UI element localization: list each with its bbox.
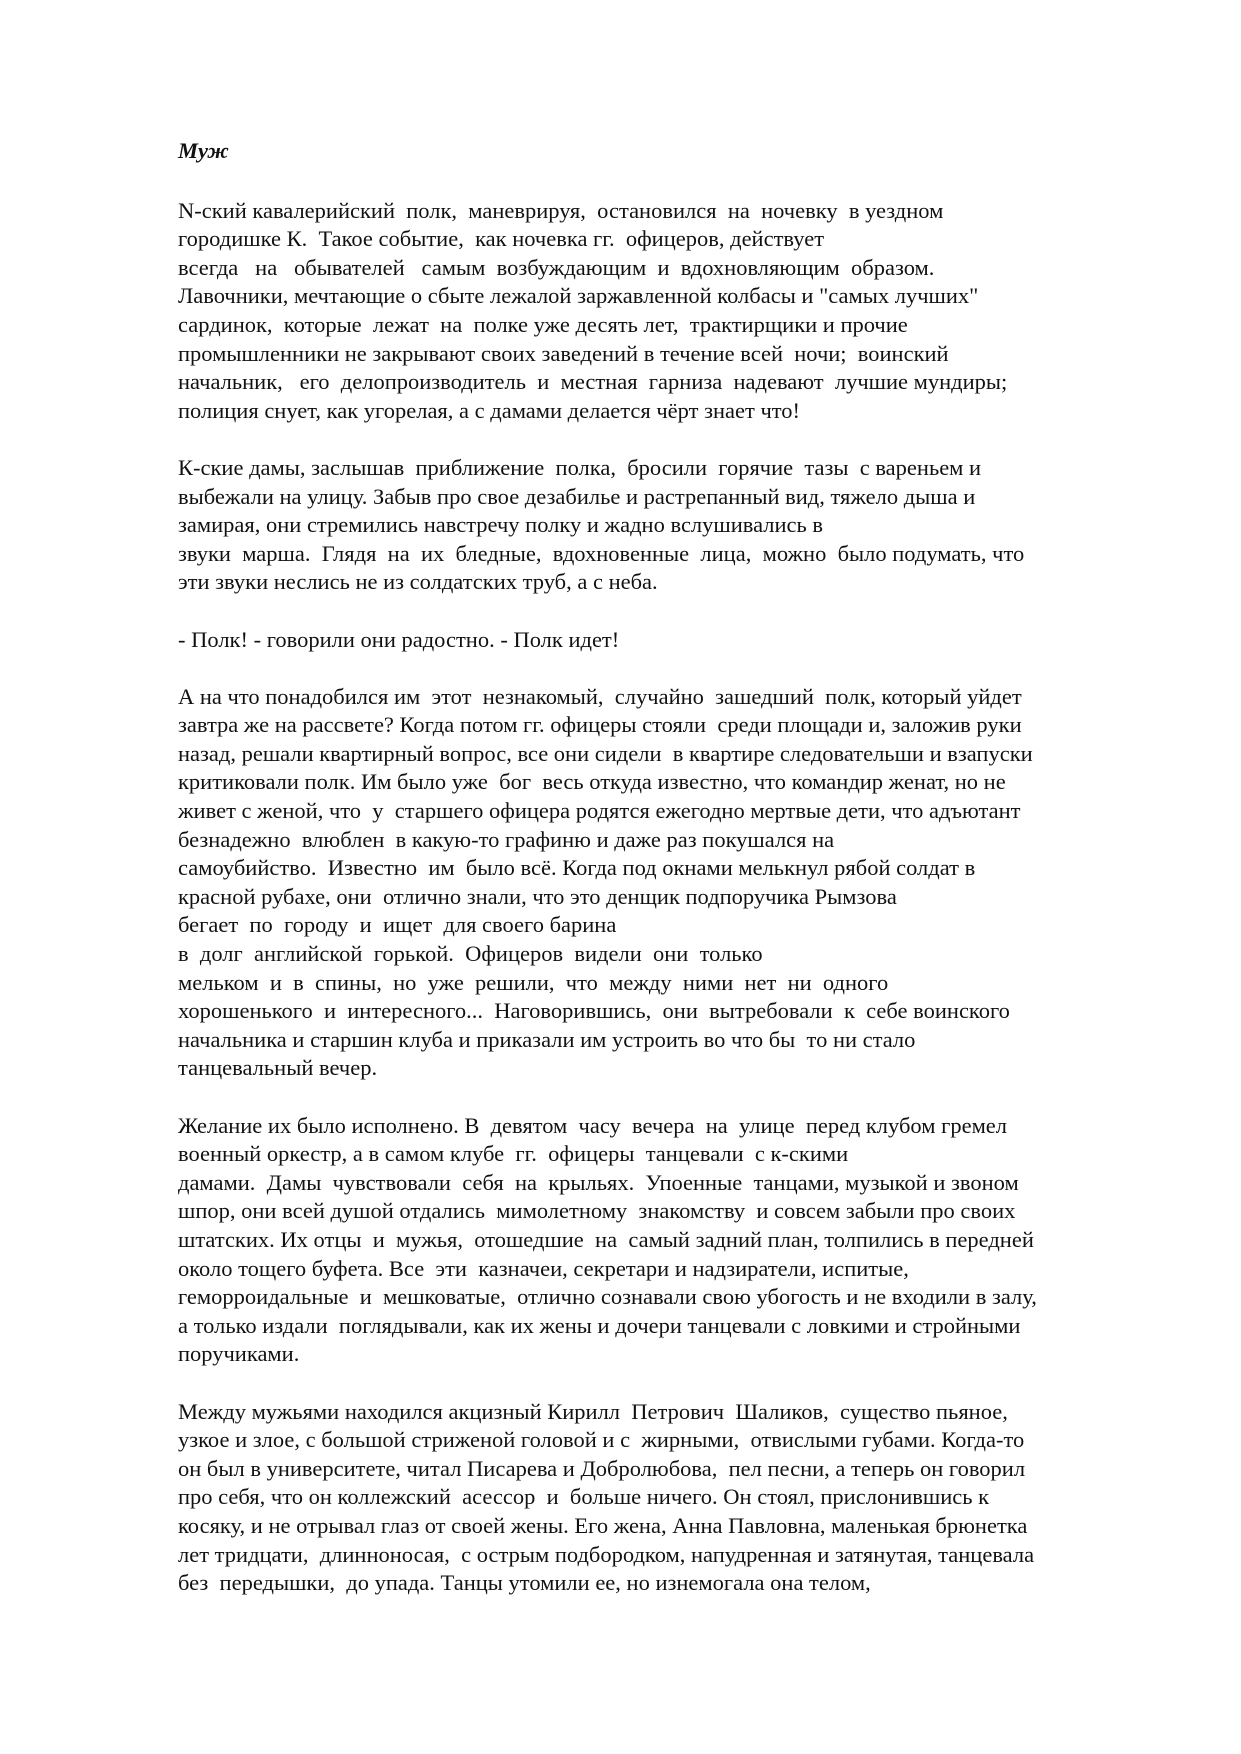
text-line: узкое и злое, с большой стриженой головой и с жирными, отвислыми губами. Когда-то [178, 1427, 1025, 1453]
text-line: мельком и в спины, но уже решили, что между ними нет ни одного [178, 969, 889, 995]
paragraph [178, 1112, 1163, 1369]
text-line: лет тридцати, длинноносая, с острым подбородком, напудренная и затянутая, танцевала [178, 1541, 1035, 1567]
text-line: геморроидальные и мешковатые, отлично сознавали свою убогость и не входили в залу, [178, 1284, 1037, 1310]
text-line: начальника и старшин клуба и приказали им устроить во что бы то ни стало [178, 1026, 916, 1052]
text-line: сардинок, которые лежат на полке уже десять лет, трактирщики и прочие [178, 311, 908, 337]
text-line: а только издали поглядывали, как их жены и дочери танцевали с ловкими и стройными [178, 1312, 1021, 1338]
text-line: К-ские дамы, заслышав приближение полка, бросили горячие тазы с вареньем и [178, 454, 982, 480]
text-line: А на что понадобился им этот незнакомый, случайно зашедший полк, который уйдет [178, 683, 1022, 709]
text-line: самоубийство. Известно им было всё. Когда под окнами мелькнул рябой солдат в [178, 855, 976, 881]
document-title: Муж [178, 138, 229, 163]
text-line: замирая, они стремились навстречу полку и жадно вслушивались в [178, 512, 824, 538]
text-line: Желание их было исполнено. В девятом часу вечера на улице перед клубом гремел [178, 1112, 1008, 1138]
text-line: Лавочники, мечтающие о сбыте лежалой заржавленной колбасы и "самых лучших" [178, 283, 979, 309]
text-line: дамами. Дамы чувствовали себя на крыльях. Упоенные танцами, музыкой и звоном [178, 1169, 1019, 1195]
text-line: назад, решали квартирный вопрос, все они сидели в квартире следовательши и взапуски [178, 740, 1033, 766]
paragraph [178, 1398, 1163, 1598]
text-line: безнадежно влюблен в какую-то графиню и даже раз покушался на [178, 826, 835, 852]
text-line: бегает по городу и ищет для своего барина [178, 912, 617, 938]
text-line: - Полк! - говорили они радостно. - Полк идет! [178, 626, 620, 652]
document-body [178, 137, 1163, 1626]
text-line: красной рубахе, они отлично знали, что это денщик подпоручика Рымзова [178, 883, 897, 909]
text-line: звуки марша. Глядя на их бледные, вдохновенные лица, можно было подумать, что [178, 540, 1025, 566]
text-line: в долг английской горькой. Офицеров видели они только [178, 941, 763, 967]
text-line: без передышки, до упада. Танцы утомили ее, но изнемогала она телом, [178, 1570, 871, 1596]
text-line: начальник, его делопроизводитель и местная гарниза надевают лучшие мундиры; [178, 369, 1008, 395]
text-line: городишке К. Такое событие, как ночевка гг. офицеров, действует [178, 226, 825, 252]
text-line: всегда на обывателей самым возбуждающим и вдохновляющим образом. [178, 254, 935, 280]
paragraph [178, 454, 1163, 597]
text-line: живет с женой, что у старшего офицера родятся ежегодно мертвые дети, что адъютант [178, 798, 1021, 824]
text-line: Между мужьями находился акцизный Кирилл Петрович Шаликов, существо пьяное, [178, 1398, 1008, 1424]
text-line: шпор, они всей душой отдались мимолетному знакомству и совсем забыли про своих [178, 1198, 1016, 1224]
text-line: он был в университете, читал Писарева и Добролюбова, пел песни, а теперь он говорил [178, 1455, 1026, 1481]
text-line: военный оркестр, а в самом клубе гг. офицеры танцевали с к-скими [178, 1141, 849, 1167]
text-line: про себя, что он коллежский асессор и больше ничего. Он стоял, прислонившись к [178, 1484, 990, 1510]
text-line: хорошенького и интересного... Наговорившись, они вытребовали к себе воинского [178, 998, 1010, 1024]
text-line: эти звуки неслись не из солдатских труб, а с неба. [178, 569, 658, 595]
text-line: поручиками. [178, 1341, 300, 1367]
paragraph [178, 626, 1163, 655]
text-line: штатских. Их отцы и мужья, отошедшие на самый задний план, толпились в передней [178, 1226, 1034, 1252]
paragraph-list [178, 197, 1163, 1598]
paragraph [178, 683, 1163, 1083]
text-line: косяку, и не отрывал глаз от своей жены. Его жена, Анна Павловна, маленькая брюнетка [178, 1512, 1028, 1538]
paragraph [178, 197, 1163, 426]
text-line: завтра же на рассвете? Когда потом гг. офицеры стояли среди площади и, заложив руки [178, 712, 1022, 738]
text-line: N-ский кавалерийский полк, маневрируя, остановился на ночевку в уездном [178, 197, 944, 223]
text-line: около тощего буфета. Все эти казначеи, секретари и надзиратели, испитые, [178, 1255, 909, 1281]
text-line: полиция снует, как угорелая, а с дамами делается чёрт знает что! [178, 397, 801, 423]
text-line: промышленники не закрывают своих заведений в течение всей ночи; воинский [178, 340, 949, 366]
text-line: критиковали полк. Им было уже бог весь откуда известно, что командир женат, но не [178, 769, 1006, 795]
text-line: выбежали на улицу. Забыв про свое дезабилье и растрепанный вид, тяжело дыша и [178, 483, 976, 509]
text-line: танцевальный вечер. [178, 1055, 378, 1081]
